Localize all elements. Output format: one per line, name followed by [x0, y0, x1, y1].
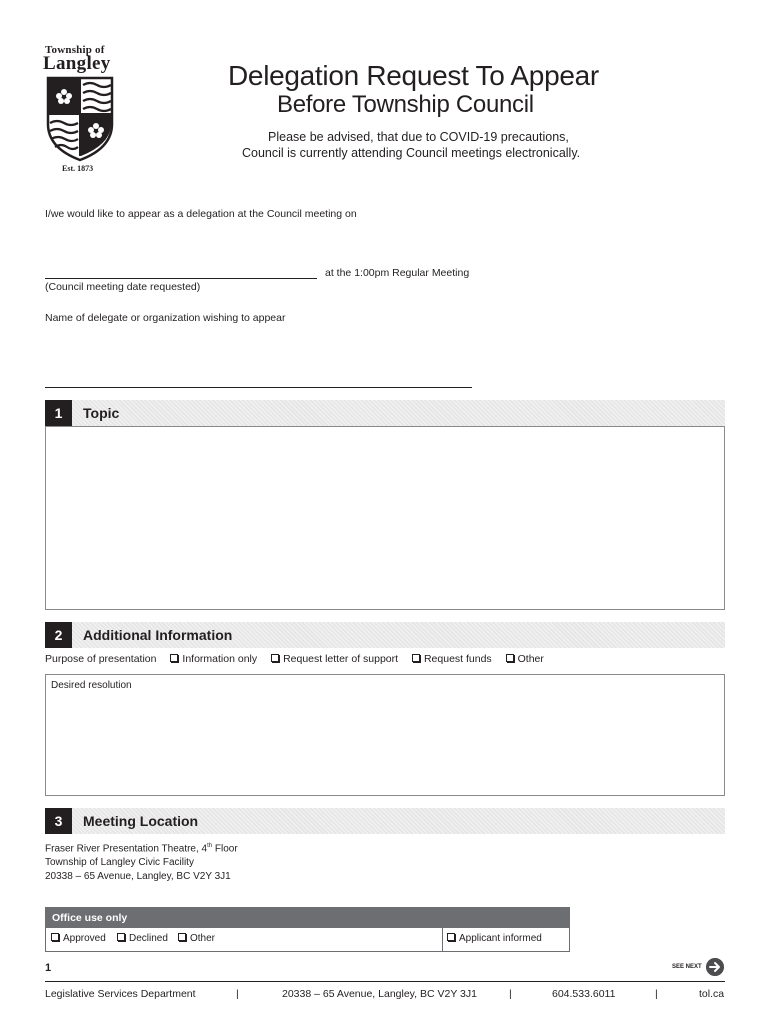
meeting-type-text: at the 1:00pm Regular Meeting	[325, 267, 470, 279]
footer-phone: 604.533.6011	[552, 988, 616, 1000]
purpose-label: Purpose of presentation	[45, 653, 157, 665]
topic-textarea[interactable]	[45, 426, 725, 610]
form-title-line1: Delegation Request To Appear	[228, 60, 599, 91]
covid-notice-line1: Please be advised, that due to COVID-19 precautions,	[268, 130, 569, 144]
address-line1: Fraser River Presentation Theatre, 4th Floor	[45, 843, 238, 855]
section-title: Topic	[83, 405, 120, 421]
address-line3: 20338 – 65 Avenue, Langley, BC V2Y 3J1	[45, 871, 231, 883]
delegate-name-label: Name of delegate or organization wishing to appear	[45, 312, 286, 324]
office-use-box	[45, 907, 570, 952]
logo-established: Est. 1873	[62, 164, 94, 173]
meeting-date-field[interactable]	[45, 278, 317, 279]
option-applicant-informed[interactable]: Applicant informed	[447, 928, 542, 950]
appear-statement: I/we would like to appear as a delegation at the Council meeting on	[45, 208, 357, 220]
option-declined[interactable]: Declined	[117, 928, 168, 950]
office-use-title: Office use only	[46, 908, 569, 928]
page-number: 1	[45, 962, 52, 974]
logo-line2: Langley	[43, 53, 111, 74]
option-office-other[interactable]: Other	[178, 928, 215, 950]
logo-line1: Township of	[45, 44, 105, 56]
footer-divider	[45, 981, 725, 982]
section-additional-info-header	[45, 622, 725, 648]
township-logo	[40, 44, 118, 173]
section-number: 1	[45, 400, 72, 426]
checkbox[interactable]	[271, 654, 279, 662]
footer-department: Legislative Services Department	[45, 988, 196, 1000]
section-meeting-location-header	[45, 808, 725, 834]
option-request-funds[interactable]: Request funds	[412, 653, 492, 665]
footer-separator: |	[236, 988, 239, 1000]
footer-separator: |	[509, 988, 512, 1000]
meeting-date-caption: (Council meeting date requested)	[45, 281, 201, 293]
township-crest-icon	[45, 76, 115, 162]
address-line2: Township of Langley Civic Facility	[45, 857, 194, 869]
office-use-options	[46, 928, 569, 951]
see-next-label: SEE NEXT	[672, 964, 702, 970]
meeting-address	[45, 839, 238, 884]
section-number: 2	[45, 622, 72, 648]
option-approved[interactable]: Approved	[51, 928, 106, 950]
form-title-line2: Before Township Council	[277, 91, 534, 118]
section-topic-header	[45, 400, 725, 426]
checkbox[interactable]	[170, 654, 178, 662]
checkbox[interactable]	[506, 654, 514, 662]
section-number: 3	[45, 808, 72, 834]
checkbox[interactable]	[412, 654, 420, 662]
section-title: Meeting Location	[83, 813, 199, 829]
option-request-letter[interactable]: Request letter of support	[271, 653, 398, 665]
arrow-right-icon[interactable]	[706, 958, 724, 976]
option-information-only[interactable]: Information only	[170, 653, 257, 665]
delegate-name-field[interactable]	[45, 387, 472, 388]
footer-separator: |	[655, 988, 658, 1000]
section-title: Additional Information	[83, 627, 233, 643]
purpose-row	[45, 653, 555, 665]
footer-address: 20338 – 65 Avenue, Langley, BC V2Y 3J1	[282, 988, 477, 1000]
office-divider	[442, 928, 443, 951]
covid-notice-line2: Council is currently attending Council meetings electronically.	[242, 146, 581, 160]
option-other[interactable]: Other	[506, 653, 544, 665]
desired-resolution-label: Desired resolution	[51, 680, 132, 691]
footer-website[interactable]: tol.ca	[699, 988, 725, 1000]
desired-resolution-textarea[interactable]	[45, 674, 725, 796]
